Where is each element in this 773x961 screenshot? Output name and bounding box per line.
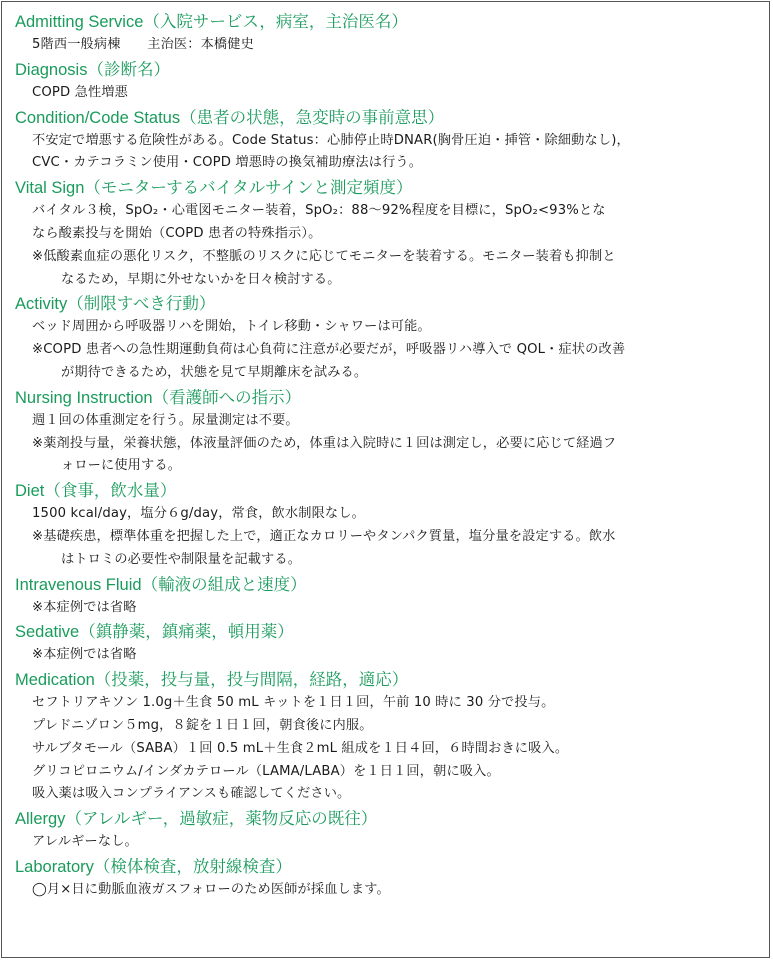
body-line: プレドニゾロン５mg，８錠を１日１回，朝食後に内服。 [32, 717, 373, 733]
note-line: ※基礎疾患，標準体重を把握した上で，適正なカロリーやタンパク質量，塩分量を設定する。飲水 [32, 528, 616, 544]
section-body [15, 692, 763, 806]
note-line: ※薬剤投与量，栄養状態，体液量評価のため，体重は入院時に１回は測定し，必要に応じて経過フ [32, 435, 617, 451]
body-line: CVC・カテコラミン使用・COPD 増悪時の換気補助療法は行う。 [32, 155, 423, 171]
body-line: ※本症例では省略 [32, 599, 137, 615]
section-medication [15, 668, 763, 806]
heading-english: Nursing Instruction [15, 388, 153, 407]
body-line: 1500 kcal/day，塩分６g/day，常食，飲水制限なし。 [32, 506, 365, 522]
section-heading [15, 292, 763, 316]
heading-english: Condition/Code Status [15, 108, 181, 127]
heading-japanese: （食事，飲水量） [44, 481, 177, 501]
section-heading [15, 573, 763, 597]
body-line: ◯月×日に動脈血液ガスフォローのため医師が採血します。 [32, 881, 390, 897]
section-nursing-instruction [15, 386, 763, 478]
heading-japanese: （入院サービス，病室，主治医名） [143, 12, 408, 31]
heading-english: Allergy [15, 810, 66, 829]
body-line: COPD 急性増悪 [32, 84, 128, 100]
section-body [15, 82, 763, 105]
body-line: 不安定で増悪する危険性がある。Code Status：心肺停止時DNAR(胸骨圧迫・挿管・除細動なし)， [32, 132, 630, 148]
note-line: ※COPD 患者への急性期運動負荷は心負荷に注意が必要だが，呼吸器リハ導入で QOL・症状の改善 [32, 342, 626, 358]
heading-japanese: （輸液の組成と速度） [141, 574, 307, 594]
note-line: ※低酸素血症の悪化リスク，不整脈のリスクに応じてモニターを装着する。モニター装着も抑制と [32, 248, 616, 264]
section-body [15, 879, 763, 902]
heading-japanese: （検体検査，放射線検査） [93, 856, 292, 876]
body-line: グリコピロニウム/インダカテロール（LAMA/LABA）を１日１回，朝に吸入。 [32, 763, 500, 779]
section-body [15, 410, 763, 478]
section-body [15, 644, 763, 667]
section-heading [15, 668, 763, 692]
section-allergy [15, 807, 763, 854]
section-body [15, 316, 763, 384]
body-line: 5階西一般病棟 主治医：本橋健史 [32, 37, 254, 52]
heading-japanese: （患者の状態，急変時の事前意思） [180, 107, 445, 127]
section-heading [15, 855, 763, 879]
heading-english: Diagnosis [15, 60, 88, 79]
body-line: なるため，早期に外せないかを日々検討する。 [61, 271, 341, 287]
heading-japanese: （診断名） [87, 59, 170, 79]
heading-japanese: （アレルギー，過敏症，薬物反応の既往） [65, 809, 378, 829]
body-line: セフトリアキソン 1.0g＋生食 50 mL キットを１日１回，午前 10 時に 30 分で投与。 [32, 695, 555, 711]
body-line: 週１回の体重測定を行う。尿量測定は不要。 [32, 412, 299, 428]
order-sheet [15, 10, 763, 903]
section-body [15, 597, 763, 620]
section-body [15, 503, 763, 571]
section-vital-sign [15, 176, 763, 291]
body-line: ォローに使用する。 [61, 458, 182, 474]
section-heading [15, 620, 763, 644]
body-line: なら酸素投与を開始（COPD 患者の特殊指示）。 [32, 225, 322, 241]
body-line: サルブタモール（SABA）１回 0.5 mL＋生食２mL 組成を１日４回，６時間おきに吸入。 [32, 740, 569, 756]
section-body [15, 200, 763, 291]
section-laboratory [15, 855, 763, 902]
heading-english: Laboratory [15, 857, 94, 876]
heading-japanese: （看護師への指示） [152, 387, 302, 407]
section-body [15, 130, 763, 176]
heading-english: Vital Sign [15, 179, 85, 198]
section-condition-code-status [15, 106, 763, 176]
heading-english: Medication [15, 671, 95, 690]
heading-english: Activity [15, 295, 68, 314]
section-heading [15, 176, 763, 200]
section-sedative [15, 620, 763, 667]
section-intravenous-fluid [15, 573, 763, 620]
body-line: ベッド周囲から呼吸器リハを開始，トイレ移動・シャワーは可能。 [32, 319, 431, 335]
body-line: はトロミの必要性や制限量を記載する。 [61, 551, 302, 567]
body-line: が期待できるため，状態を見て早期離床を試みる。 [61, 364, 368, 380]
section-body [15, 831, 763, 854]
section-heading [15, 807, 763, 831]
body-line: 吸入薬は吸入コンプライアンスも確認してください。 [32, 786, 351, 802]
section-activity [15, 292, 763, 384]
heading-japanese: （制限すべき行動） [67, 294, 216, 314]
body-line: アレルギーなし。 [32, 834, 138, 850]
body-line: ※本症例では省略 [32, 647, 137, 663]
section-heading [15, 106, 763, 130]
section-heading [15, 10, 763, 34]
heading-english: Intravenous Fluid [15, 575, 142, 594]
heading-english: Sedative [15, 623, 80, 642]
heading-english: Diet [15, 482, 45, 501]
section-diagnosis [15, 58, 763, 105]
body-line: バイタル３検，SpO₂・心電図モニター装着，SpO₂：88～92%程度を目標に，SpO₂<93%とな [32, 203, 606, 219]
section-heading [15, 479, 763, 503]
heading-english: Admitting Service [15, 13, 144, 31]
heading-japanese: （モニターするバイタルサインと測定頻度） [84, 178, 413, 198]
section-heading [15, 58, 763, 82]
heading-japanese: （鎮静薬，鎮痛薬，頓用薬） [79, 622, 294, 642]
heading-japanese: （投薬，投与量，投与間隔，経路，適応） [94, 670, 409, 690]
section-body [15, 34, 763, 57]
document-frame [1, 1, 770, 958]
section-heading [15, 386, 763, 410]
section-diet [15, 479, 763, 571]
section-admitting-service [15, 10, 763, 57]
